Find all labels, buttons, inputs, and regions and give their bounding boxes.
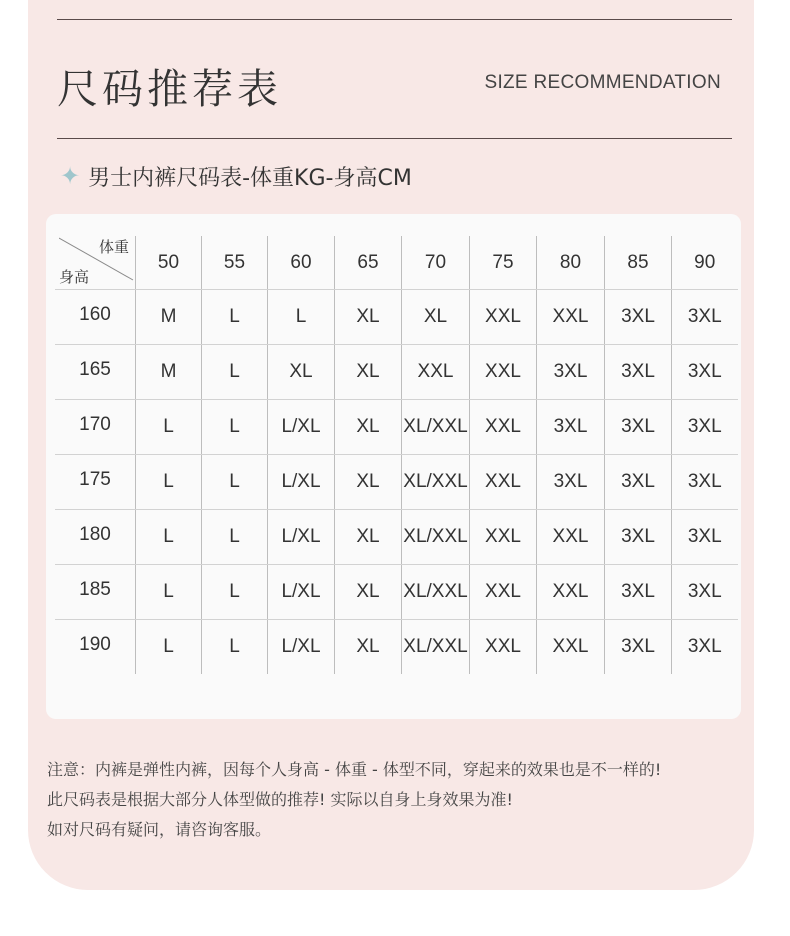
size-cell: XXL [537, 565, 605, 620]
weight-header-cell: 90 [672, 236, 738, 290]
size-cell: L [202, 565, 268, 620]
weight-header-cell: 60 [268, 236, 335, 290]
height-cell: 170 [55, 400, 136, 455]
size-table [55, 236, 738, 674]
weight-header-cell: 65 [335, 236, 402, 290]
page-subtitle: SIZE RECOMMENDATION [484, 72, 721, 93]
size-cell: XL [335, 620, 402, 675]
size-cell: L [136, 455, 202, 510]
weight-header-cell: 70 [402, 236, 470, 290]
size-cell: 3XL [537, 400, 605, 455]
table-row [55, 400, 738, 455]
weight-header-cell: 80 [537, 236, 605, 290]
size-cell: XL/XXL [402, 455, 470, 510]
sparkle-icon: ✦ [60, 162, 81, 190]
size-cell: XXL [470, 620, 537, 675]
size-cell: XL/XXL [402, 565, 470, 620]
size-cell: 3XL [605, 620, 672, 675]
size-cell: XXL [537, 510, 605, 565]
size-cell: 3XL [605, 345, 672, 400]
size-cell: XL/XXL [402, 620, 470, 675]
size-cell: L [202, 455, 268, 510]
weight-header-cell: 85 [605, 236, 672, 290]
size-cell: 3XL [605, 565, 672, 620]
size-cell: XL/XXL [402, 400, 470, 455]
size-cell: L [268, 290, 335, 345]
size-cell: L/XL [268, 455, 335, 510]
note-line: 注意：内裤是弹性内裤，因每个人身高 - 体重 - 体型不同，穿起来的效果也是不一样的! [47, 760, 662, 779]
size-cell: L/XL [268, 565, 335, 620]
size-cell: 3XL [672, 565, 738, 620]
size-cell: L [136, 510, 202, 565]
corner-cell [55, 236, 136, 290]
size-cell: L [202, 345, 268, 400]
size-cell: XXL [537, 620, 605, 675]
size-cell: XXL [402, 345, 470, 400]
table-row [55, 510, 738, 565]
top-divider [57, 19, 732, 20]
weight-header-cell: 75 [470, 236, 537, 290]
size-cell: M [136, 290, 202, 345]
size-cell: XXL [470, 400, 537, 455]
page-title: 尺码推荐表 [57, 65, 282, 113]
table-row [55, 455, 738, 510]
size-cell: 3XL [672, 620, 738, 675]
note-line: 此尺码表是根据大部分人体型做的推荐! 实际以自身上身效果为准! [47, 790, 513, 809]
size-cell: 3XL [605, 510, 672, 565]
size-cell: XXL [470, 455, 537, 510]
size-cell: L/XL [268, 510, 335, 565]
size-cell: L [136, 400, 202, 455]
size-cell: XL/XXL [402, 510, 470, 565]
size-cell: XXL [470, 510, 537, 565]
section-title: 男士内裤尺码表-体重KG-身高CM [88, 165, 412, 191]
size-cell: XL [335, 565, 402, 620]
size-cell: L [202, 290, 268, 345]
size-cell: L/XL [268, 620, 335, 675]
size-cell: 3XL [605, 400, 672, 455]
size-cell: 3XL [605, 455, 672, 510]
corner-weight-label: 体重 [98, 238, 129, 256]
weight-header-cell: 50 [136, 236, 202, 290]
section-heading [60, 160, 412, 192]
table-row [55, 345, 738, 400]
note-line: 如对尺码有疑问，请咨询客服。 [47, 820, 272, 839]
height-cell: 165 [55, 345, 136, 400]
table-row [55, 565, 738, 620]
size-cell: 3XL [672, 400, 738, 455]
size-cell: L [136, 620, 202, 675]
table-row [55, 620, 738, 675]
size-cell: 3XL [537, 345, 605, 400]
size-cell: XL [335, 510, 402, 565]
size-cell: XL [335, 290, 402, 345]
weight-header-row [55, 236, 738, 290]
size-cell: XL [268, 345, 335, 400]
size-cell: XXL [537, 290, 605, 345]
size-cell: L [202, 510, 268, 565]
weight-header-cell: 55 [202, 236, 268, 290]
size-cell: XL [335, 345, 402, 400]
size-cell: 3XL [672, 345, 738, 400]
size-cell: XXL [470, 565, 537, 620]
size-cell: 3XL [537, 455, 605, 510]
size-cell: XXL [470, 290, 537, 345]
size-cell: 3XL [672, 455, 738, 510]
size-cell: 3XL [672, 510, 738, 565]
height-cell: 180 [55, 510, 136, 565]
size-cell: L [136, 565, 202, 620]
table-row [55, 290, 738, 345]
size-cell: L [202, 620, 268, 675]
size-cell: XXL [470, 345, 537, 400]
corner-box [55, 236, 135, 289]
size-cell: XL [402, 290, 470, 345]
corner-height-label: 身高 [59, 268, 90, 286]
size-cell: 3XL [672, 290, 738, 345]
size-cell: L [202, 400, 268, 455]
header-divider [57, 138, 732, 139]
size-cell: XL [335, 400, 402, 455]
size-cell: 3XL [605, 290, 672, 345]
size-cell: M [136, 345, 202, 400]
height-cell: 190 [79, 634, 111, 655]
size-cell: L/XL [268, 400, 335, 455]
height-cell: 175 [55, 455, 136, 510]
height-cell: 185 [55, 565, 136, 620]
notes [47, 755, 747, 845]
size-cell: XL [335, 455, 402, 510]
height-cell: 160 [55, 290, 136, 345]
